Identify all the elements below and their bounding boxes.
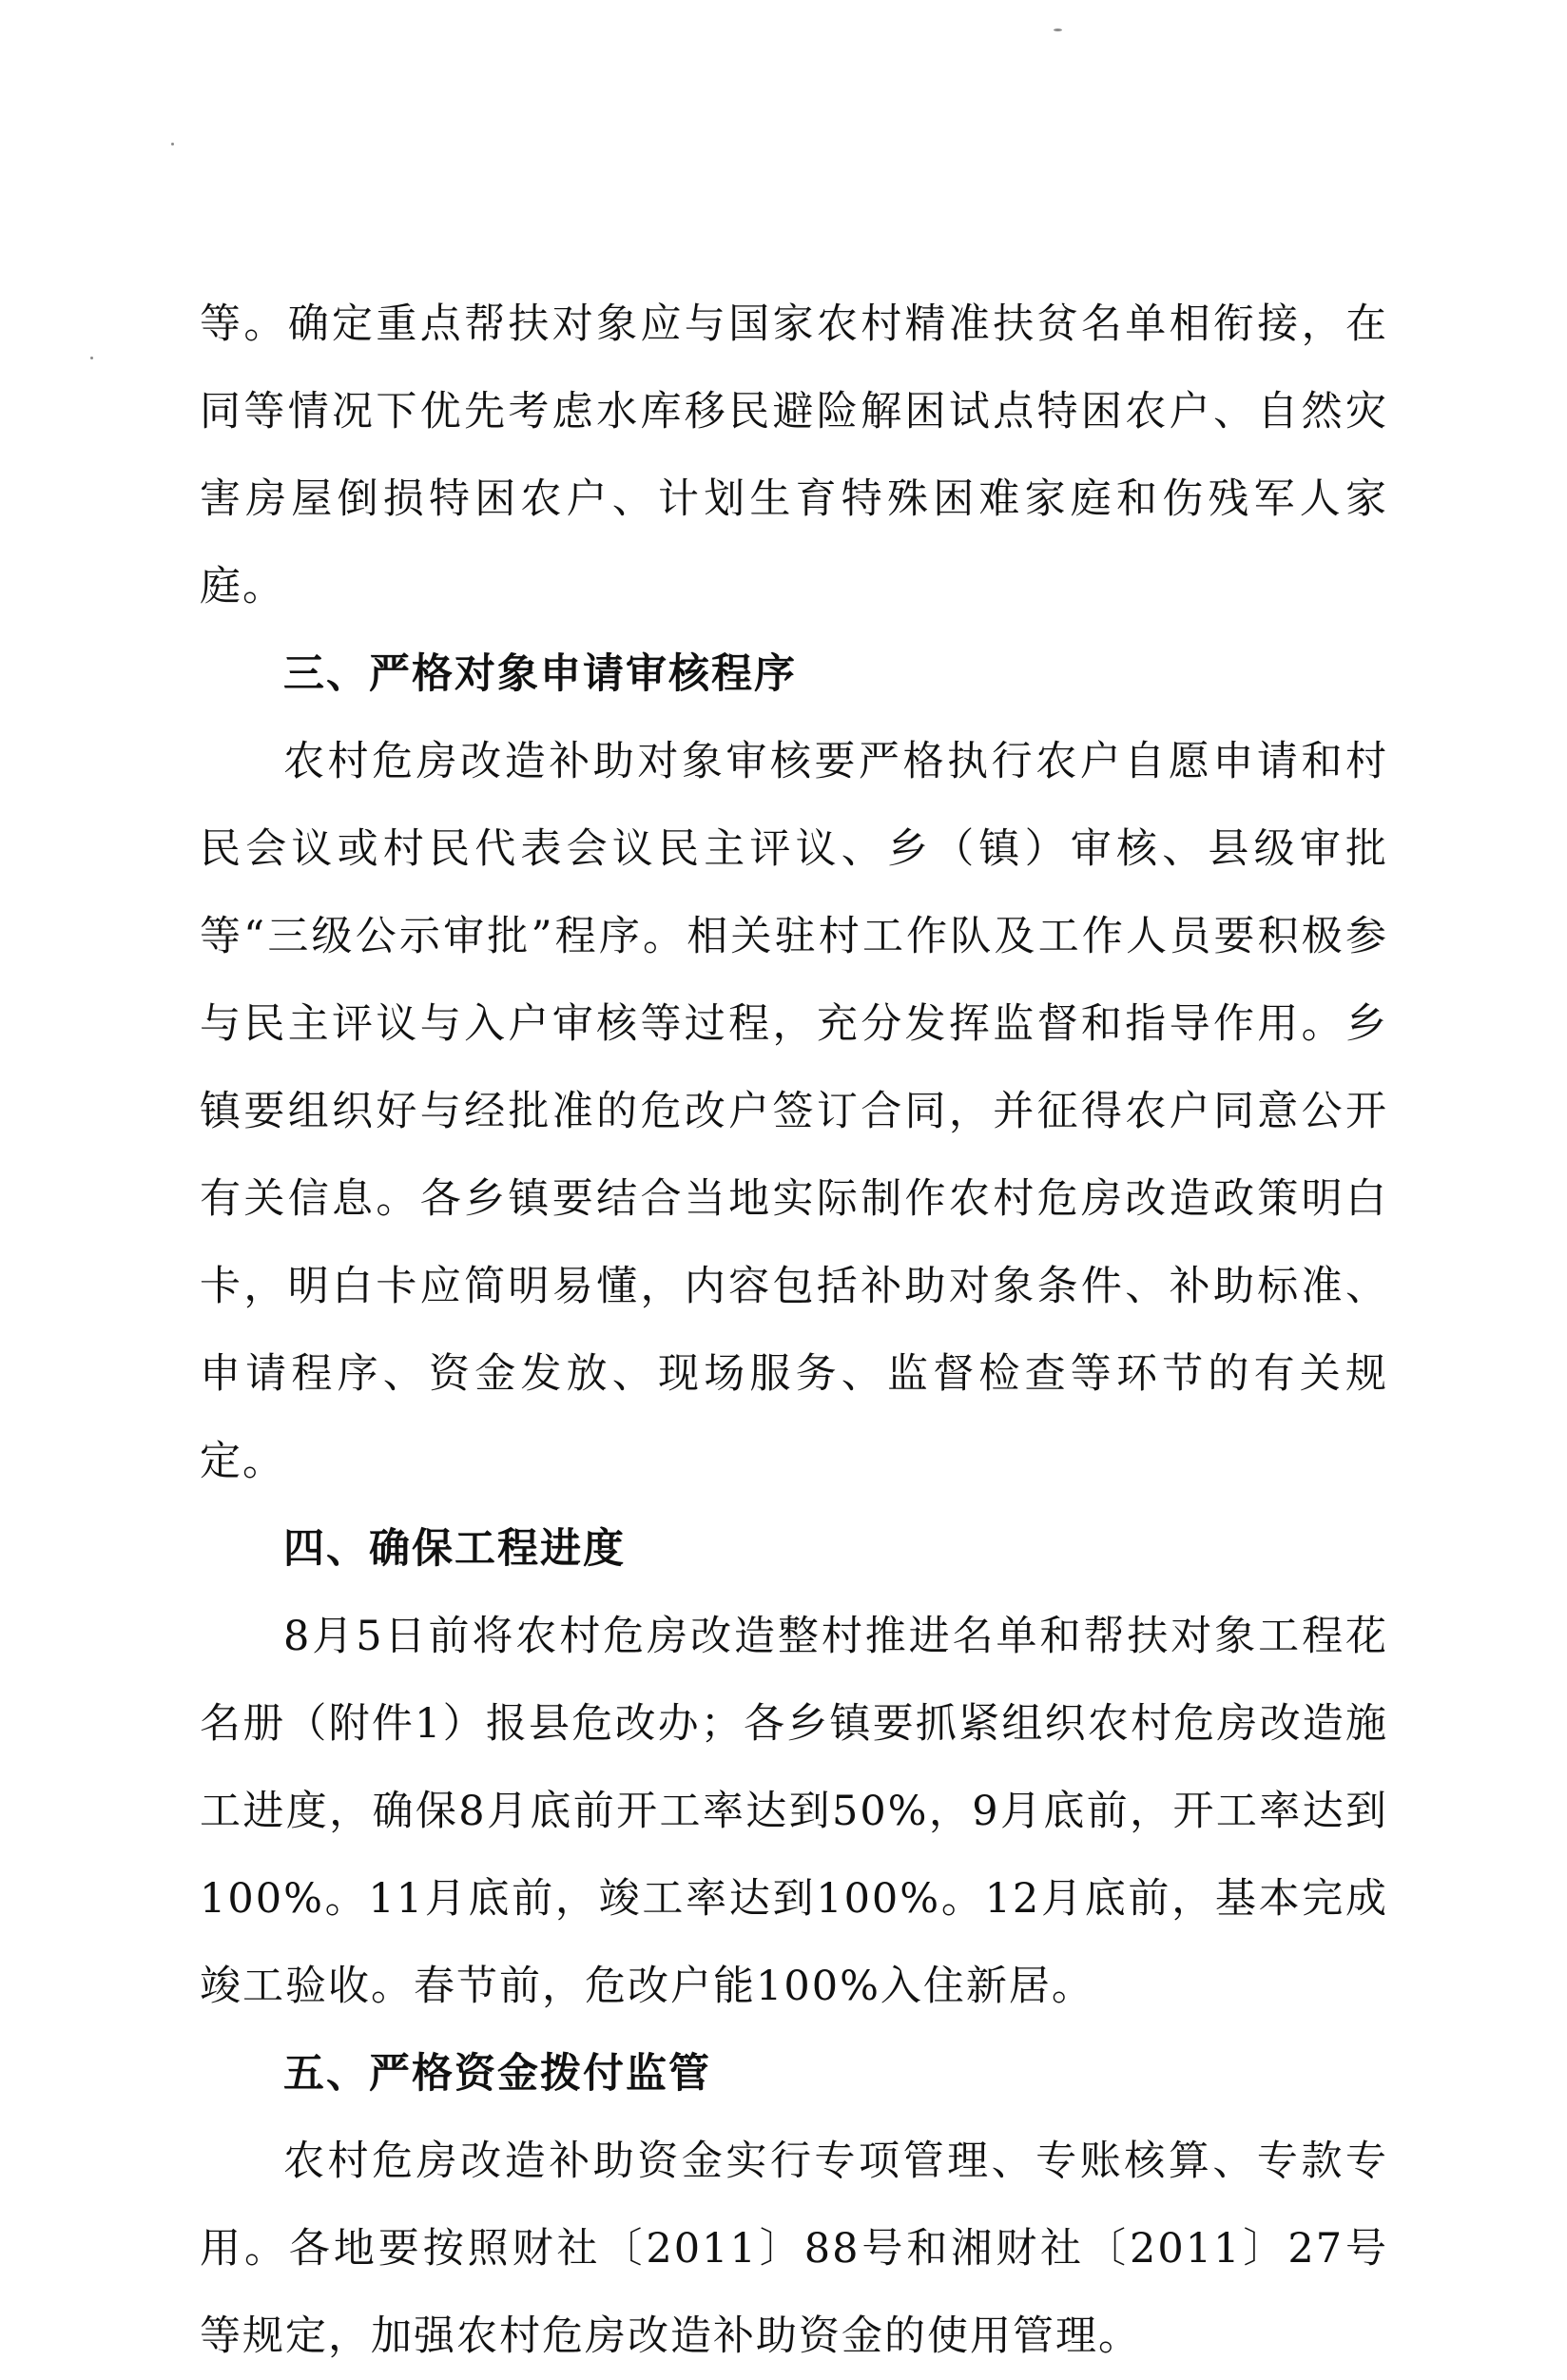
section-heading-3: 三、严格对象申请审核程序	[283, 650, 797, 698]
paragraph-continuation: 等。确定重点帮扶对象应与国家农村精准扶贫名单相衔接，在同等情况下优先考虑水库移民避险解困试点特困农户、自然灾害房屋倒损特困农户、计划生育特殊困难家庭和伤残军人家庭。	[200, 300, 1388, 610]
paragraph-section-4: 8月5日前将农村危房改造整村推进名单和帮扶对象工程花名册（附件1）报县危改办；各乡镇要抓紧组织农村危房改造施工进度，确保8月底前开工率达到50%，9月底前，开工率达到100%。11月底前，竣工率达到100%。12月底前，基本完成竣工验收。春节前，危改户能100%入住新居。	[200, 1613, 1388, 2010]
scan-speck	[171, 143, 174, 145]
paragraph-section-5: 农村危房改造补助资金实行专项管理、专账核算、专款专用。各地要按照财社〔2011〕88号和湘财社〔2011〕27号等规定，加强农村危房改造补助资金的使用管理。	[200, 2138, 1388, 2360]
scan-speck	[1054, 29, 1062, 31]
section-heading-4: 四、确保工程进度	[283, 1525, 626, 1573]
document-body	[200, 281, 1388, 2380]
section-heading-5: 五、严格资金拨付监管	[283, 2050, 711, 2098]
scan-speck	[90, 357, 93, 359]
paragraph-section-3: 农村危房改造补助对象审核要严格执行农户自愿申请和村民会议或村民代表会议民主评议、乡（镇）审核、县级审批等“三级公示审批”程序。相关驻村工作队及工作人员要积极参与民主评议与入户审核等过程，充分发挥监督和指导作用。乡镇要组织好与经批准的危改户签订合同，并征得农户同意公开有关信息。各乡镇要结合当地实际制作农村危房改造政策明白卡，明白卡应简明易懂，内容包括补助对象条件、补助标准、申请程序、资金发放、现场服务、监督检查等环节的有关规定。	[200, 738, 1388, 1485]
